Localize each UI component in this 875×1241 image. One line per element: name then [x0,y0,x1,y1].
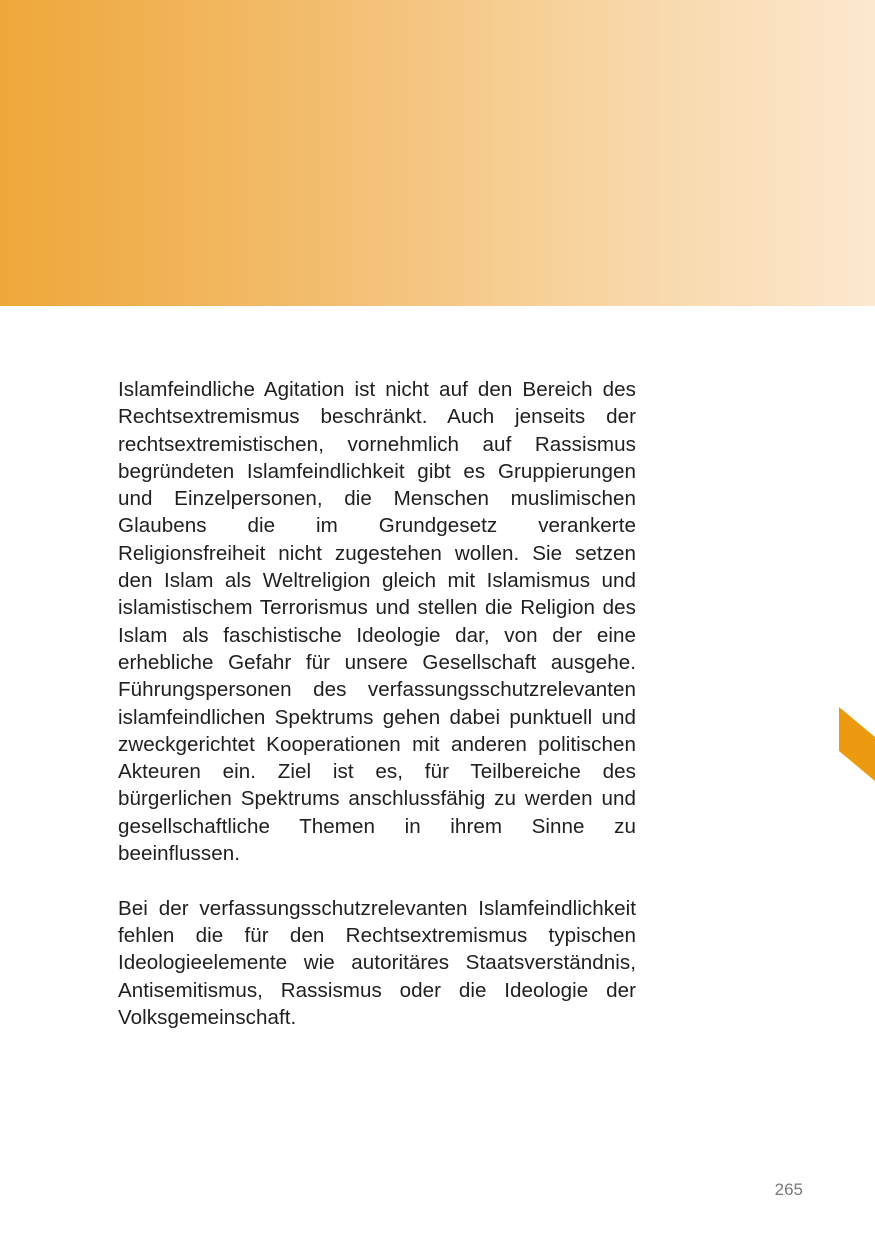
page-number: 265 [774,1180,803,1199]
chapter-edge-tab-shape [839,707,875,781]
paragraph-1: Islamfeindliche Agitation ist nicht auf den Bereich des Rechtsextremismus beschränkt. Auch jenseits der rechtsextremistischen, vornehmlich auf Rassismus begründeten Islamfeindlichkeit gibt es Gruppierungen und Einzelpersonen, die Menschen muslimischen Glaubens die im Grundgesetz verankerte Religionsfreiheit nicht zugestehen wollen. Sie setzen den Islam als Weltreligion gleich mit Islamismus und islamistischem Terrorismus und stellen die Religion des Islam als faschistische Ideologie dar, von der eine erhebliche Gefahr für unsere Gesellschaft ausgehe. Führungspersonen des verfassungsschutzrelevanten islamfeindlichen Spektrums gehen dabei punktuell und zweckgerichtet Kooperationen mit anderen politischen Akteuren ein. Ziel ist es, für Teilbereiche des bürgerlichen Spektrums anschlussfähig zu werden und gesellschaftliche Themen in ihrem Sinne zu beeinflussen. [118,378,636,866]
paragraph-2: Bei der verfassungsschutzrelevanten Islamfeindlichkeit fehlen die für den Rechtsextremismus typischen Ideologieelemente wie autoritäres Staatsverständnis, Antisemitismus, Rassismus oder die Ideologie der Volksgemeinschaft. [118,896,636,1029]
chapter-edge-tab [839,707,875,781]
body-text [118,376,636,1031]
header-color-band [0,0,875,306]
